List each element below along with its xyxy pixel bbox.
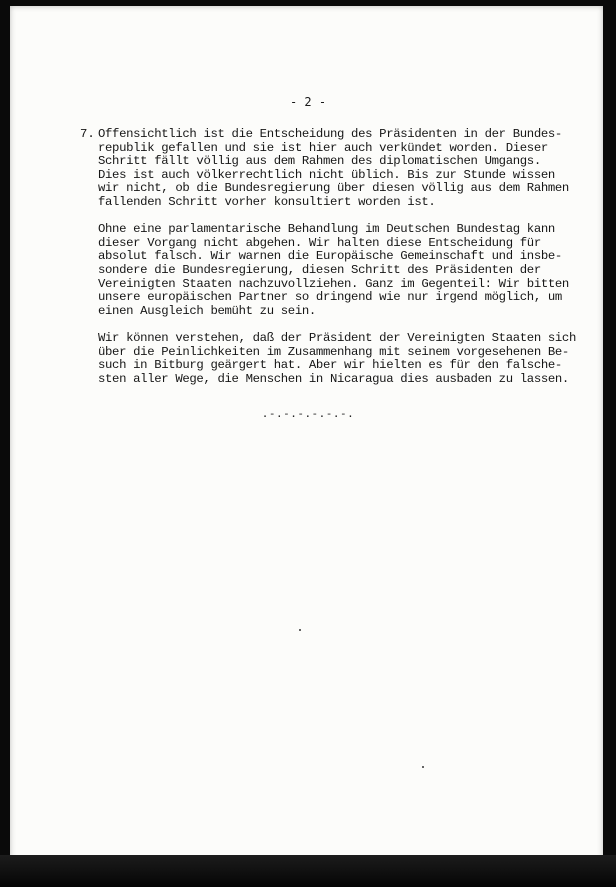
text-line: über die Peinlichkeiten im Zusammenhang mit seinem vorgesehenen Be- [98, 344, 569, 359]
document-page [10, 6, 603, 863]
scan-speck [422, 766, 424, 768]
document-body [80, 128, 590, 400]
text-line: sondere die Bundesregierung, diesen Schritt des Präsidenten der [98, 262, 541, 277]
paragraph-number: 7. [80, 127, 95, 141]
text-line: republik gefallen und sie ist hier auch verkündet worden. Dieser [98, 140, 548, 155]
text-line: Offensichtlich ist die Entscheidung des Präsidenten in der Bundes- [98, 127, 562, 141]
text-line: Dies ist auch völkerrechtlich nicht üblich. Bis zur Stunde wissen [98, 167, 555, 182]
text-line: absolut falsch. Wir warnen die Europäische Gemeinschaft und insbe- [98, 249, 562, 264]
text-line: such in Bitburg geärgert hat. Aber wir hielten es für den falsche- [98, 358, 562, 373]
scan-speck [299, 629, 301, 631]
text-line: Vereinigten Staaten nachzuvollziehen. Ganz im Gegenteil: Wir bitten [98, 276, 569, 291]
text-line: unsere europäischen Partner so dringend wie nur irgend möglich, um [98, 290, 562, 305]
page-number: - 2 - [289, 95, 327, 109]
paragraph-parliament [80, 223, 590, 318]
text-line: wir nicht, ob die Bundesregierung über diesen völlig aus dem Rahmen [98, 181, 569, 196]
paragraph-text [98, 223, 590, 318]
scan-bottom-edge [0, 855, 616, 887]
text-line: fallenden Schritt vorher konsultiert worden ist. [98, 194, 436, 209]
paragraph-text [98, 332, 590, 386]
closing-separator: .-.-.-.-.-.-. [261, 407, 355, 420]
text-line: dieser Vorgang nicht abgehen. Wir halten diese Entscheidung für [98, 235, 541, 250]
text-line: Ohne eine parlamentarische Behandlung im Deutschen Bundestag kann [98, 222, 555, 237]
paragraph-text [98, 128, 590, 210]
text-line: einen Ausgleich bemüht zu sein. [98, 303, 316, 318]
paragraph-7 [80, 128, 590, 210]
paragraph-bitburg [80, 332, 590, 386]
text-line: sten aller Wege, die Menschen in Nicaragua dies ausbaden zu lassen. [98, 371, 569, 386]
text-line: Wir können verstehen, daß der Präsident der Vereinigten Staaten sich [98, 330, 576, 345]
text-line: Schritt fällt völlig aus dem Rahmen des diplomatischen Umgangs. [98, 154, 541, 169]
